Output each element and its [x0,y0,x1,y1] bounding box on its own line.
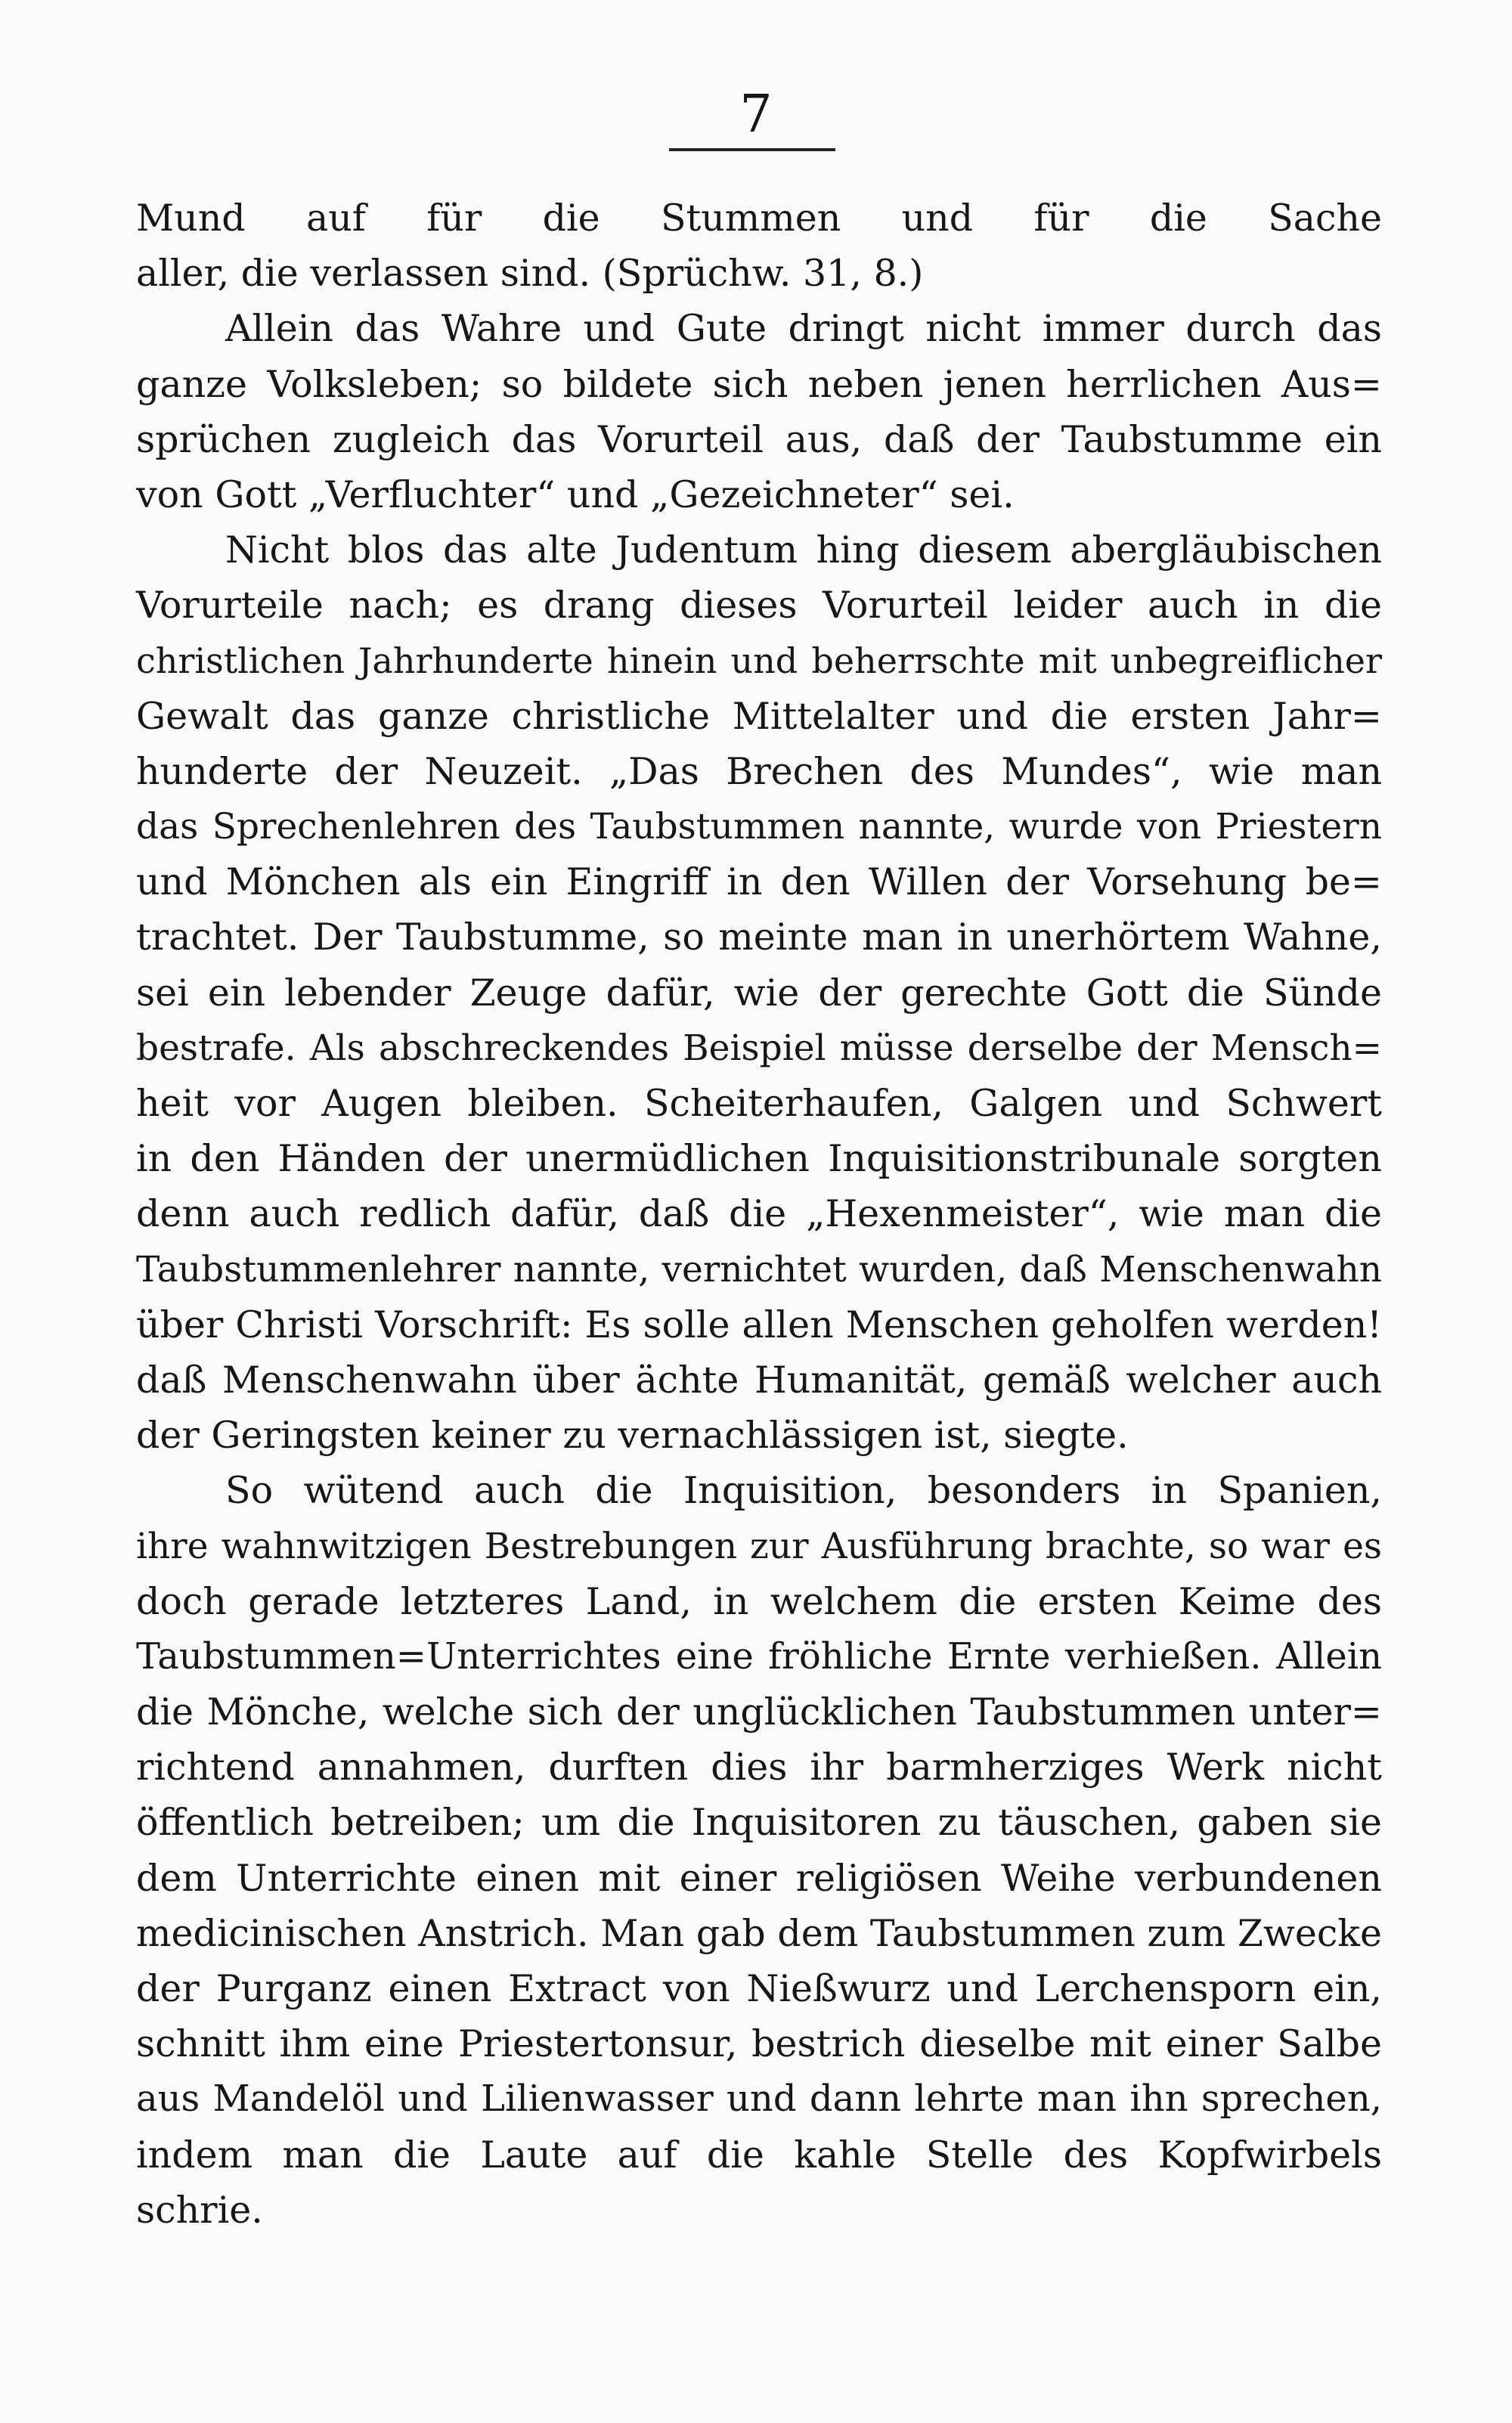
text-line: Taubstummen=Unterrichtes eine fröhliche Ernte verhießen. Allein [136,1634,1382,1678]
body-text [136,191,1382,2238]
text-line: die Mönche, welche sich der unglücklichen Taubstummen unter= [136,1690,1382,1734]
text-line: hunderte der Neuzeit. „Das Brechen des Mundes“, wie man [136,749,1382,793]
text-line: christlichen Jahrhunderte hinein und beherrschte mit unbegreiflicher [136,640,1382,681]
text-line: indem man die Laute auf die kahle Stelle des Kopfwirbels [136,2133,1382,2177]
text-line: ihre wahnwitzigen Bestrebungen zur Ausführung brachte, so war es [136,1525,1382,1567]
text-line: doch gerade letzteres Land, in welchem die ersten Keime des [136,1579,1382,1623]
text-line: dem Unterrichte einen mit einer religiösen Weihe verbundenen [136,1856,1382,1900]
text-line: Taubstummenlehrer nannte, vernichtet wurden, daß Menschenwahn [136,1248,1382,1291]
text-line: schrie. [136,2188,263,2232]
text-line: schnitt ihm eine Priestertonsur, bestrich dieselbe mit einer Salbe [136,2022,1382,2066]
text-line: der Purganz einen Extract von Nießwurz und Lerchensporn ein, [136,1967,1382,2010]
text-line: So wütend auch die Inquisition, besonders in Spanien, [225,1469,1382,1513]
page-number: 7 [739,85,773,144]
text-line: sprüchen zugleich das Vorurteil aus, daß der Taubstumme ein [136,417,1382,461]
text-line: in den Händen der unermüdlichen Inquisitionstribunale sorgten [136,1137,1382,1181]
text-line: Gewalt das ganze christliche Mittelalter und die ersten Jahr= [136,694,1382,738]
text-line: öffentlich betreiben; um die Inquisitoren zu täuschen, gaben sie [136,1801,1382,1845]
text-line: denn auch redlich dafür, daß die „Hexenmeister“, wie man die [136,1192,1382,1236]
text-line: richtend annahmen, durften dies ihr barmherziges Werk nicht [136,1746,1382,1789]
text-line: trachtet. Der Taubstumme, so meinte man in unerhörtem Wahne, [136,916,1382,959]
text-line: ganze Volksleben; so bildete sich neben jenen herrlichen Aus= [136,362,1382,406]
text-line: daß Menschenwahn über ächte Humanität, gemäß welcher auch [136,1358,1382,1402]
text-line: Vorurteile nach; es drang dieses Vorurteil leider auch in die [136,584,1382,627]
text-line: aus Mandelöl und Lilienwasser und dann lehrte man ihn sprechen, [136,2078,1382,2121]
text-line: aller, die verlassen sind. (Sprüchw. 31, 8.) [136,252,924,296]
text-line: von Gott „Verfluchter“ und „Gezeichneter“ sei. [136,473,1015,516]
text-line: und Mönchen als ein Eingriff in den Willen der Vorsehung be= [136,860,1382,904]
text-line: Mund auf für die Stummen und für die Sache [136,197,1382,240]
text-line: sei ein lebender Zeuge dafür, wie der gerechte Gott die Sünde [136,971,1382,1015]
text-line: Allein das Wahre und Gute dringt nicht immer durch das [225,307,1382,351]
text-line: das Sprechenlehren des Taubstummen nannte, wurde von Priestern [136,806,1382,848]
header-rule [669,148,835,151]
text-line: Nicht blos das alte Judentum hing diesem abergläubischen [225,528,1382,572]
text-line: der Geringsten keiner zu vernachlässigen ist, siegte. [136,1414,1129,1458]
text-line: medicinischen Anstrich. Man gab dem Taubstummen zum Zwecke [136,1911,1382,1955]
text-line: heit vor Augen bleiben. Scheiterhaufen, Galgen und Schwert [136,1082,1382,1125]
text-line: über Christi Vorschrift: Es solle allen Menschen geholfen werden! [136,1303,1382,1346]
text-line: bestrafe. Als abschreckendes Beispiel müsse derselbe der Mensch= [136,1027,1382,1069]
